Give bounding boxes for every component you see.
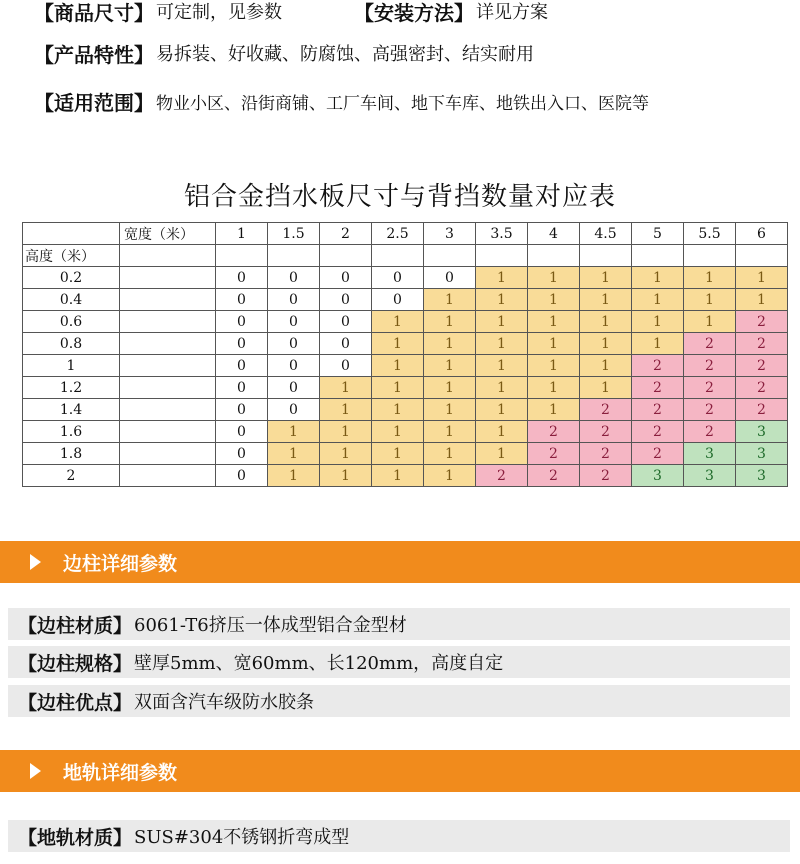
spec-features-row bbox=[34, 38, 534, 68]
spec-label: 【适用范围】 bbox=[34, 90, 154, 115]
table-blank-cell bbox=[120, 311, 216, 333]
count-cell: 0 bbox=[268, 355, 320, 377]
count-cell: 1 bbox=[424, 289, 476, 311]
table-blank-cell bbox=[120, 465, 216, 487]
count-cell: 1 bbox=[528, 399, 580, 421]
table-blank-cell bbox=[120, 333, 216, 355]
count-cell: 2 bbox=[684, 355, 736, 377]
param-label: 【地轨材质】 bbox=[18, 826, 133, 849]
table-row bbox=[23, 355, 788, 377]
count-cell: 3 bbox=[736, 443, 788, 465]
count-cell: 1 bbox=[684, 267, 736, 289]
table-blank-cell bbox=[120, 289, 216, 311]
param-row bbox=[8, 685, 790, 717]
spec-scope-row bbox=[34, 86, 649, 116]
count-cell: 1 bbox=[476, 311, 528, 333]
count-cell: 1 bbox=[372, 377, 424, 399]
count-cell: 1 bbox=[632, 267, 684, 289]
count-cell: 1 bbox=[476, 443, 528, 465]
height-label-cell: 1.8 bbox=[23, 443, 120, 465]
count-cell: 0 bbox=[424, 267, 476, 289]
width-label-cell: 3.5 bbox=[476, 223, 528, 245]
count-cell: 1 bbox=[320, 443, 372, 465]
count-cell: 2 bbox=[632, 421, 684, 443]
count-cell: 2 bbox=[580, 399, 632, 421]
table-blank-cell bbox=[268, 245, 320, 267]
count-cell: 1 bbox=[424, 465, 476, 487]
size-table bbox=[22, 222, 788, 487]
count-cell: 2 bbox=[632, 443, 684, 465]
count-cell: 1 bbox=[424, 443, 476, 465]
spec-value: 物业小区、沿街商铺、工厂车间、地下车库、地铁出入口、医院等 bbox=[156, 93, 649, 114]
height-label-cell: 1.6 bbox=[23, 421, 120, 443]
count-cell: 1 bbox=[580, 289, 632, 311]
count-cell: 2 bbox=[736, 333, 788, 355]
table-blank-cell bbox=[216, 245, 268, 267]
count-cell: 1 bbox=[476, 267, 528, 289]
param-row bbox=[8, 646, 790, 678]
count-cell: 1 bbox=[528, 289, 580, 311]
count-cell: 1 bbox=[736, 289, 788, 311]
table-blank-cell bbox=[736, 245, 788, 267]
chevron-right-icon bbox=[30, 763, 41, 779]
count-cell: 1 bbox=[632, 311, 684, 333]
height-label-cell: 2 bbox=[23, 465, 120, 487]
count-cell: 3 bbox=[684, 443, 736, 465]
width-label-cell: 3 bbox=[424, 223, 476, 245]
count-cell: 2 bbox=[476, 465, 528, 487]
table-row bbox=[23, 399, 788, 421]
count-cell: 2 bbox=[580, 443, 632, 465]
param-label: 【边柱材质】 bbox=[18, 614, 133, 637]
count-cell: 1 bbox=[320, 377, 372, 399]
count-cell: 0 bbox=[268, 267, 320, 289]
count-cell: 1 bbox=[320, 465, 372, 487]
count-cell: 0 bbox=[320, 311, 372, 333]
count-cell: 1 bbox=[684, 311, 736, 333]
table-blank-cell bbox=[476, 245, 528, 267]
count-cell: 1 bbox=[528, 377, 580, 399]
count-cell: 1 bbox=[580, 377, 632, 399]
section-banner-pillar bbox=[0, 541, 800, 583]
table-row bbox=[23, 311, 788, 333]
table-blank-cell bbox=[120, 421, 216, 443]
count-cell: 0 bbox=[216, 311, 268, 333]
count-cell: 2 bbox=[580, 421, 632, 443]
table-blank-cell bbox=[684, 245, 736, 267]
count-cell: 0 bbox=[268, 289, 320, 311]
count-cell: 0 bbox=[216, 333, 268, 355]
width-label-cell: 2.5 bbox=[372, 223, 424, 245]
height-header: 高度（米） bbox=[23, 245, 120, 267]
table-blank-cell bbox=[372, 245, 424, 267]
count-cell: 0 bbox=[268, 377, 320, 399]
spec-label: 【安装方法】 bbox=[354, 0, 474, 25]
height-label-cell: 0.6 bbox=[23, 311, 120, 333]
param-value: 6061-T6挤压一体成型铝合金型材 bbox=[134, 615, 407, 636]
count-cell: 1 bbox=[424, 399, 476, 421]
count-cell: 1 bbox=[268, 421, 320, 443]
count-cell: 1 bbox=[424, 355, 476, 377]
count-cell: 2 bbox=[736, 399, 788, 421]
table-row bbox=[23, 377, 788, 399]
table-header-row bbox=[23, 223, 788, 245]
count-cell: 3 bbox=[632, 465, 684, 487]
count-cell: 2 bbox=[684, 399, 736, 421]
count-cell: 2 bbox=[632, 399, 684, 421]
height-label-cell: 0.4 bbox=[23, 289, 120, 311]
width-header: 宽度（米） bbox=[120, 223, 216, 245]
table-height-header-row bbox=[23, 245, 788, 267]
table-blank-cell bbox=[320, 245, 372, 267]
count-cell: 0 bbox=[216, 355, 268, 377]
chevron-right-icon bbox=[30, 554, 41, 570]
section-title: 边柱详细参数 bbox=[63, 552, 178, 575]
count-cell: 1 bbox=[320, 399, 372, 421]
count-cell: 0 bbox=[320, 333, 372, 355]
param-row bbox=[8, 820, 790, 852]
count-cell: 1 bbox=[528, 333, 580, 355]
count-cell: 1 bbox=[424, 377, 476, 399]
count-cell: 0 bbox=[216, 421, 268, 443]
count-cell: 1 bbox=[424, 421, 476, 443]
count-cell: 2 bbox=[736, 377, 788, 399]
param-value: 壁厚5mm、宽60mm、长120mm，高度自定 bbox=[134, 653, 504, 674]
width-label-cell: 1 bbox=[216, 223, 268, 245]
count-cell: 1 bbox=[580, 267, 632, 289]
table-row bbox=[23, 443, 788, 465]
count-cell: 1 bbox=[736, 267, 788, 289]
width-label-cell: 4 bbox=[528, 223, 580, 245]
height-label-cell: 1 bbox=[23, 355, 120, 377]
param-row bbox=[8, 608, 790, 640]
count-cell: 1 bbox=[372, 333, 424, 355]
table-title: 铝合金挡水板尺寸与背挡数量对应表 bbox=[183, 182, 616, 212]
count-cell: 1 bbox=[528, 267, 580, 289]
count-cell: 0 bbox=[216, 267, 268, 289]
table-blank-cell bbox=[120, 443, 216, 465]
count-cell: 1 bbox=[476, 355, 528, 377]
count-cell: 2 bbox=[632, 377, 684, 399]
count-cell: 0 bbox=[216, 465, 268, 487]
count-cell: 0 bbox=[216, 399, 268, 421]
count-cell: 0 bbox=[320, 355, 372, 377]
count-cell: 1 bbox=[372, 399, 424, 421]
count-cell: 1 bbox=[528, 311, 580, 333]
count-cell: 2 bbox=[580, 465, 632, 487]
table-blank-cell bbox=[120, 399, 216, 421]
section-title: 地轨详细参数 bbox=[63, 761, 178, 784]
count-cell: 1 bbox=[372, 421, 424, 443]
spec-label: 【商品尺寸】 bbox=[34, 0, 154, 25]
count-cell: 2 bbox=[684, 377, 736, 399]
count-cell: 1 bbox=[476, 421, 528, 443]
table-row bbox=[23, 289, 788, 311]
height-label-cell: 0.2 bbox=[23, 267, 120, 289]
count-cell: 1 bbox=[580, 333, 632, 355]
table-blank-cell bbox=[632, 245, 684, 267]
table-row bbox=[23, 465, 788, 487]
count-cell: 1 bbox=[372, 311, 424, 333]
count-cell: 1 bbox=[632, 333, 684, 355]
count-cell: 1 bbox=[320, 421, 372, 443]
count-cell: 0 bbox=[268, 399, 320, 421]
count-cell: 2 bbox=[736, 355, 788, 377]
spec-value: 详见方案 bbox=[476, 2, 548, 23]
count-cell: 0 bbox=[320, 267, 372, 289]
table-body bbox=[23, 223, 788, 487]
width-label-cell: 4.5 bbox=[580, 223, 632, 245]
count-cell: 2 bbox=[684, 333, 736, 355]
table-blank-cell bbox=[120, 355, 216, 377]
count-cell: 1 bbox=[268, 443, 320, 465]
table-blank-cell bbox=[120, 267, 216, 289]
count-cell: 2 bbox=[736, 311, 788, 333]
height-label-cell: 0.8 bbox=[23, 333, 120, 355]
count-cell: 2 bbox=[528, 443, 580, 465]
height-label-cell: 1.4 bbox=[23, 399, 120, 421]
spec-size-row bbox=[34, 0, 548, 26]
count-cell: 1 bbox=[372, 465, 424, 487]
count-cell: 2 bbox=[632, 355, 684, 377]
height-label-cell: 1.2 bbox=[23, 377, 120, 399]
spec-label: 【产品特性】 bbox=[34, 42, 154, 67]
count-cell: 0 bbox=[216, 289, 268, 311]
param-label: 【边柱规格】 bbox=[18, 652, 133, 675]
table-row bbox=[23, 267, 788, 289]
count-cell: 1 bbox=[684, 289, 736, 311]
table-blank-cell bbox=[120, 245, 216, 267]
count-cell: 1 bbox=[580, 311, 632, 333]
count-cell: 1 bbox=[476, 333, 528, 355]
width-label-cell: 6 bbox=[736, 223, 788, 245]
section-banner-rail bbox=[0, 750, 800, 792]
table-blank-cell bbox=[580, 245, 632, 267]
width-label-cell: 1.5 bbox=[268, 223, 320, 245]
param-label: 【边柱优点】 bbox=[18, 691, 133, 714]
count-cell: 1 bbox=[372, 443, 424, 465]
count-cell: 0 bbox=[216, 377, 268, 399]
count-cell: 0 bbox=[320, 289, 372, 311]
count-cell: 1 bbox=[424, 311, 476, 333]
count-cell: 3 bbox=[736, 421, 788, 443]
count-cell: 3 bbox=[684, 465, 736, 487]
count-cell: 0 bbox=[372, 267, 424, 289]
count-cell: 0 bbox=[268, 333, 320, 355]
count-cell: 0 bbox=[216, 443, 268, 465]
count-cell: 1 bbox=[372, 355, 424, 377]
count-cell: 2 bbox=[528, 465, 580, 487]
table-blank-cell bbox=[528, 245, 580, 267]
param-value: SUS#304不锈钢折弯成型 bbox=[134, 827, 350, 848]
count-cell: 1 bbox=[476, 377, 528, 399]
count-cell: 0 bbox=[372, 289, 424, 311]
count-cell: 3 bbox=[736, 465, 788, 487]
count-cell: 1 bbox=[580, 355, 632, 377]
table-row bbox=[23, 421, 788, 443]
count-cell: 1 bbox=[424, 333, 476, 355]
count-cell: 1 bbox=[476, 399, 528, 421]
table-blank-cell bbox=[424, 245, 476, 267]
width-label-cell: 5 bbox=[632, 223, 684, 245]
width-label-cell: 2 bbox=[320, 223, 372, 245]
count-cell: 1 bbox=[632, 289, 684, 311]
count-cell: 1 bbox=[476, 289, 528, 311]
count-cell: 1 bbox=[528, 355, 580, 377]
count-cell: 2 bbox=[528, 421, 580, 443]
count-cell: 1 bbox=[268, 465, 320, 487]
param-value: 双面含汽车级防水胶条 bbox=[134, 692, 315, 713]
spec-value: 易拆装、好收藏、防腐蚀、高强密封、结实耐用 bbox=[156, 44, 534, 65]
width-label-cell: 5.5 bbox=[684, 223, 736, 245]
table-blank-cell bbox=[120, 377, 216, 399]
count-cell: 2 bbox=[684, 421, 736, 443]
count-cell: 0 bbox=[268, 311, 320, 333]
table-row bbox=[23, 333, 788, 355]
table-corner-cell bbox=[23, 223, 120, 245]
spec-value: 可定制，见参数 bbox=[156, 2, 282, 23]
